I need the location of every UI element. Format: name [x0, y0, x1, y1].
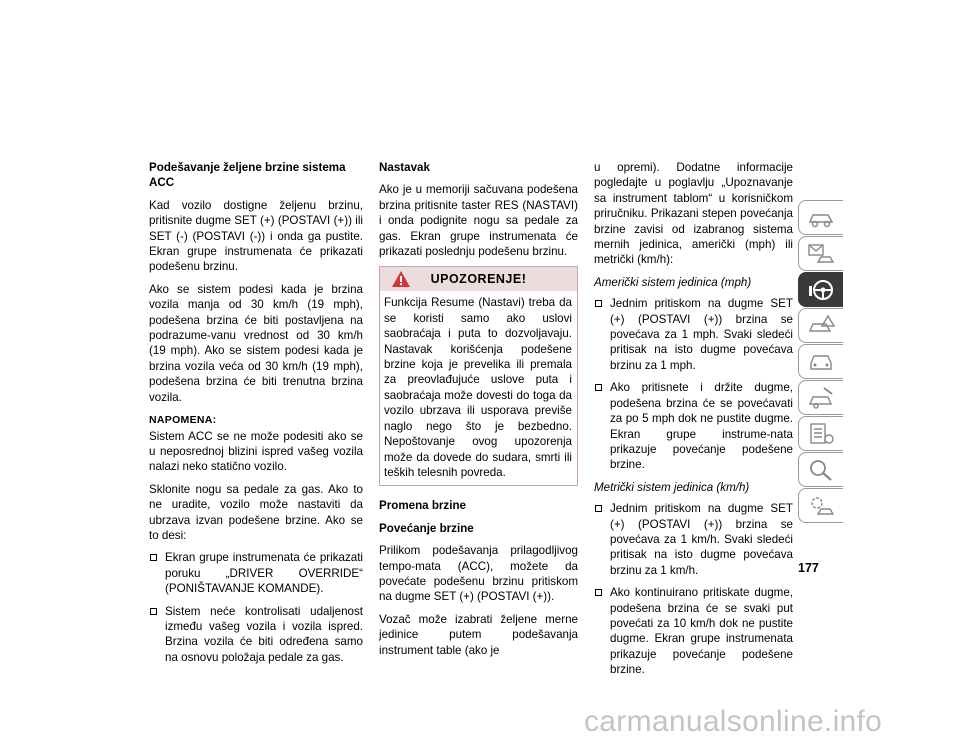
warning-text: Funkcija Resume (Nastavi) treba da se koristi samo ako uslovi saobraćaja i puta to dozvoljavaju. Nastavak korišćenja podešene brzine koja je prevelika ili premala za preovlađujuće uslove puta i saobraćaja može dovesti do toga da vozilo ubrzava ili usporava previše naglo nego što je bezbedno. Nepoštovanje ovog upozorenja može da dovede do sudara, smrti ili teških telesnih povreda.	[384, 296, 572, 479]
gear-car-icon	[806, 493, 836, 519]
warning-triangle-icon	[391, 270, 411, 288]
bullet-square-icon	[595, 300, 602, 307]
bullet-list	[594, 501, 793, 677]
bullet-square-icon	[150, 608, 157, 615]
paragraph: Prilikom podešavanja prilagodljivog tempo-mata (ACC), možete da povećate podešenu brzinu pritiskom na dugme SET (+) (POSTAVI (+)).	[379, 544, 578, 604]
car-warning-icon	[806, 313, 836, 339]
paragraph: Kad vozilo dostigne željenu brzinu, pritisnite dugme SET (+) (POSTAVI (+)) ili SET (-) (POSTAVI (-)) i onda ga pustite. Ekran grupe instrumenata će prikazati podešenu brzinu.	[149, 198, 363, 274]
car-service-icon	[806, 385, 836, 411]
page-number: 177	[798, 561, 819, 575]
tab-settings-list[interactable]	[798, 416, 843, 451]
section-heading: Promena brzine	[379, 499, 466, 513]
tab-car-front[interactable]	[798, 344, 843, 379]
list-item: Ekran grupe instrumenata će prikazati poruku „DRIVER OVERRIDE“ (PONIŠTAVANJE KOMANDE).	[149, 550, 363, 596]
list-item: Ako kontinuirano pritiskate dugme, podešena brzina će se svaki put povećati za 10 km/h dok ne pustite dugme. Ekran grupe instrumenata prikazuje povećanje podešene brzine.	[594, 585, 793, 677]
list-item: Jednim pritiskom na dugme SET (+) (POSTAVI (+)) brzina se povećava za 1 mph. Svaki sledeći pritisak na isto dugme povećava brzinu za 1 mph.	[594, 296, 793, 373]
bullet-square-icon	[595, 589, 602, 596]
list-item: Jednim pritiskom na dugme SET (+) (POSTAVI (+)) brzina se povećava za 1 km/h. Svaki sledeći pritisak na isto dugme povećava brzinu za 1 km/h.	[594, 501, 793, 578]
warning-box	[379, 266, 578, 486]
note-label: NAPOMENA:	[149, 414, 217, 427]
paragraph: Vozač može izabrati željene merne jedinice putem podešavanja instrument table (ako je	[379, 612, 578, 657]
bullet-square-icon	[150, 554, 157, 561]
bullet-square-icon	[595, 384, 602, 391]
subsection-heading: Povećanje brzine	[379, 521, 474, 535]
note-text: Sistem ACC se ne može podesiti ako se u neposrednoj blizini ispred vašeg vozila nalazi neko statično vozilo.	[149, 429, 363, 474]
paragraph: Ako se sistem podesi kada je brzina vozila manja od 30 km/h (19 mph), podešena brzina će biti postavljena na podrazume-vanu vrednost od 30 km/h (19 mph). Ako se sistem podesi kada je brzina vozila veća od 30 km/h (19 mph), podešena brzina će biti trenutna brzina vozila.	[149, 282, 363, 404]
section-heading: Nastavak	[379, 161, 430, 174]
column-right	[594, 160, 793, 685]
tab-car-exterior[interactable]	[798, 200, 843, 235]
search-icon	[806, 457, 836, 483]
watermark: carmanualsonline.info	[584, 705, 883, 738]
warning-title: UPOZORENJE!	[430, 272, 527, 287]
list-item: Ako pritisnete i držite dugme, podešena brzina će se povećavati za po 5 mph dok ne pustite dugme. Ekran grupe instrume-nata prikazuje povećanje podešene brzine.	[594, 380, 793, 472]
bullet-square-icon	[595, 505, 602, 512]
car-front-icon	[806, 349, 836, 375]
tab-car-service[interactable]	[798, 380, 843, 415]
paragraph: Ako je u memoriji sačuvana podešena brzina pritisnite taster RES (NASTAVI) i onda podignite nogu sa pedale za gas. Ekran grupe instrumenata će prikazati poslednju podešenu brzinu.	[379, 183, 578, 259]
tab-gear-car[interactable]	[798, 488, 843, 523]
tab-mail-car[interactable]	[798, 236, 843, 271]
tab-steering-wheel[interactable]	[798, 272, 843, 307]
subheading: Američki sistem jedinica (mph)	[594, 275, 752, 289]
section-heading: Podešavanje željene brzine sistema ACC	[149, 161, 346, 190]
subheading: Metrički sistem jedinica (km/h)	[594, 480, 750, 494]
column-middle	[379, 160, 578, 665]
list-item: Sistem neće kontrolisati udaljenost između vašeg vozila i vozila ispred. Brzina vozila će biti određena samo na osnovu položaja pedale za gas.	[149, 604, 363, 666]
tab-search[interactable]	[798, 452, 843, 487]
paragraph: u opremi). Dodatne informacije pogledajte u poglavlju „Upoznavanje sa instrument tablom“ u korisničkom priručniku. Prikazani stepen povećanja brzine zavisi od izabranog sistema mernih jedinica, američki (mph) ili metrički (km/h):	[594, 161, 793, 267]
tab-car-warning[interactable]	[798, 308, 843, 343]
bullet-list	[594, 296, 793, 472]
bullet-list	[149, 550, 363, 665]
note	[149, 412, 363, 475]
settings-list-icon	[806, 421, 836, 447]
steering-wheel-icon	[806, 277, 836, 303]
car-exterior-icon	[806, 205, 836, 231]
chapter-tabs	[798, 200, 843, 524]
mail-car-icon	[806, 241, 836, 267]
column-left	[149, 160, 363, 672]
warning-header	[380, 267, 577, 291]
paragraph: Sklonite nogu sa pedale za gas. Ako to ne uradite, vozilo može nastaviti da ubrzava izvan podešene brzine. Ako se to desi:	[149, 482, 363, 542]
